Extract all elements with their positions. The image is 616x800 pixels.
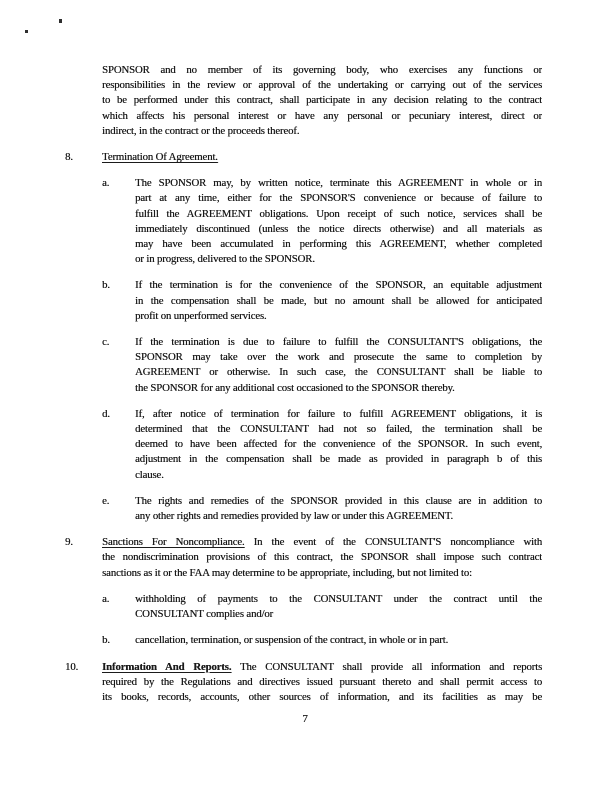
text-line: clause. bbox=[135, 468, 164, 481]
list-item-8d bbox=[65, 407, 542, 483]
section-9-paragraph bbox=[65, 535, 542, 581]
item-letter: e. bbox=[102, 494, 110, 507]
text-line: AGREEMENT or otherwise. In such case, the CONSULTANT shall be liable to bbox=[135, 366, 542, 379]
text-line: fulfill the AGREEMENT obligations. Upon receipt of such notice, services shall be bbox=[135, 207, 542, 220]
section-10-paragraph bbox=[65, 660, 542, 706]
text-line: part at any time, either for the SPONSOR'S convenience or because of failure to bbox=[135, 192, 542, 205]
text-line: If the termination is for the convenience of the SPONSOR, an equitable adjustment bbox=[135, 279, 542, 292]
text-line: SPONSOR and no member of its governing body, who exercises any functions or bbox=[102, 64, 542, 76]
list-item-8c bbox=[65, 335, 542, 396]
text-line: may have been accumulated in performing this AGREEMENT, whether completed bbox=[135, 238, 542, 251]
text-line: determined that the CONSULTANT had not so failed, the termination shall be bbox=[135, 423, 542, 436]
text-line: the nondiscrimination provisions of this contract, the SPONSOR shall impose such contract bbox=[102, 551, 542, 564]
text-line: adjustment in the compensation shall be made as provided in paragraph b of this bbox=[135, 453, 542, 466]
scan-speck bbox=[25, 30, 28, 33]
list-item-8b bbox=[65, 278, 542, 324]
intro-paragraph bbox=[65, 63, 542, 139]
item-letter: d. bbox=[102, 407, 110, 420]
text-line: profit on unperformed services. bbox=[135, 309, 267, 322]
heading-rest-text: In the event of the CONSULTANT'S noncompliance with bbox=[253, 536, 542, 549]
text-line: If the termination is due to failure to fulfill the CONSULTANT'S obligations, the bbox=[135, 336, 542, 349]
text-line: which affects his personal interest or have any personal or pecuniary interest, direct or bbox=[102, 109, 542, 122]
section-number: 9. bbox=[65, 536, 73, 549]
text-line: The SPONSOR may, by written notice, terminate this AGREEMENT in whole or in bbox=[135, 177, 542, 190]
item-letter: a. bbox=[102, 592, 110, 605]
text-line: responsibilities in the review or approval of the undertaking or carrying out of the services bbox=[102, 79, 542, 92]
list-item-9b bbox=[65, 633, 542, 648]
document-body bbox=[65, 63, 542, 705]
list-item-8a bbox=[65, 176, 542, 267]
section-8-heading-row bbox=[65, 150, 542, 165]
list-item-9a bbox=[65, 592, 542, 622]
text-line: indirect, in the contract or the proceeds thereof. bbox=[102, 124, 300, 137]
text-line: to be performed under this contract, shall participate in any decision relating to the contract bbox=[102, 94, 542, 107]
text-line: any other rights and remedies provided by law or under this AGREEMENT. bbox=[135, 510, 453, 523]
heading-rest-text: The CONSULTANT shall provide all information and reports bbox=[239, 660, 542, 673]
text-line: withholding of payments to the CONSULTANT under the contract until the bbox=[135, 592, 542, 605]
item-letter: b. bbox=[102, 634, 110, 647]
section-number: 10. bbox=[65, 660, 79, 673]
text-line: its books, records, accounts, other sources of information, and its facilities as may be bbox=[102, 690, 542, 703]
section-heading-line bbox=[102, 535, 542, 550]
section-heading: Sanctions For Noncompliance. bbox=[102, 536, 245, 549]
text-line: in the compensation shall be made, but no amount shall be allowed for anticipated bbox=[135, 294, 542, 307]
page-number: 7 bbox=[302, 713, 308, 725]
section-heading: Information And Reports. bbox=[102, 660, 232, 673]
list-item-8e bbox=[65, 494, 542, 524]
text-line: required by the Regulations and directives issued pursuant thereto and shall permit access to bbox=[102, 675, 542, 688]
text-line: cancellation, termination, or suspension of the contract, in whole or in part. bbox=[135, 634, 449, 647]
text-line: sanctions as it or the FAA may determine to be appropriate, including, but not limited to: bbox=[102, 566, 472, 579]
scan-speck bbox=[59, 19, 62, 23]
text-line: SPONSOR may take over the work and prosecute the same to completion by bbox=[135, 351, 542, 364]
section-number: 8. bbox=[65, 151, 73, 164]
item-letter: c. bbox=[102, 336, 110, 349]
item-letter: a. bbox=[102, 177, 110, 190]
text-line: or in progress, delivered to the SPONSOR. bbox=[135, 253, 315, 266]
item-letter: b. bbox=[102, 279, 110, 292]
text-line: The rights and remedies of the SPONSOR provided in this clause are in addition to bbox=[135, 494, 542, 507]
section-heading: Termination Of Agreement. bbox=[102, 151, 218, 164]
text-line: deemed to have been affected for the convenience of the SPONSOR. In such event, bbox=[135, 438, 542, 451]
text-line: If, after notice of termination for failure to fulfill AGREEMENT obligations, it is bbox=[135, 407, 542, 420]
text-line: immediately discontinued (unless the notice directs otherwise) and all materials as bbox=[135, 222, 542, 235]
text-line: CONSULTANT complies and/or bbox=[135, 608, 273, 621]
section-heading-line bbox=[102, 660, 542, 675]
text-line: the SPONSOR for any additional cost occasioned to the SPONSOR thereby. bbox=[135, 381, 455, 394]
